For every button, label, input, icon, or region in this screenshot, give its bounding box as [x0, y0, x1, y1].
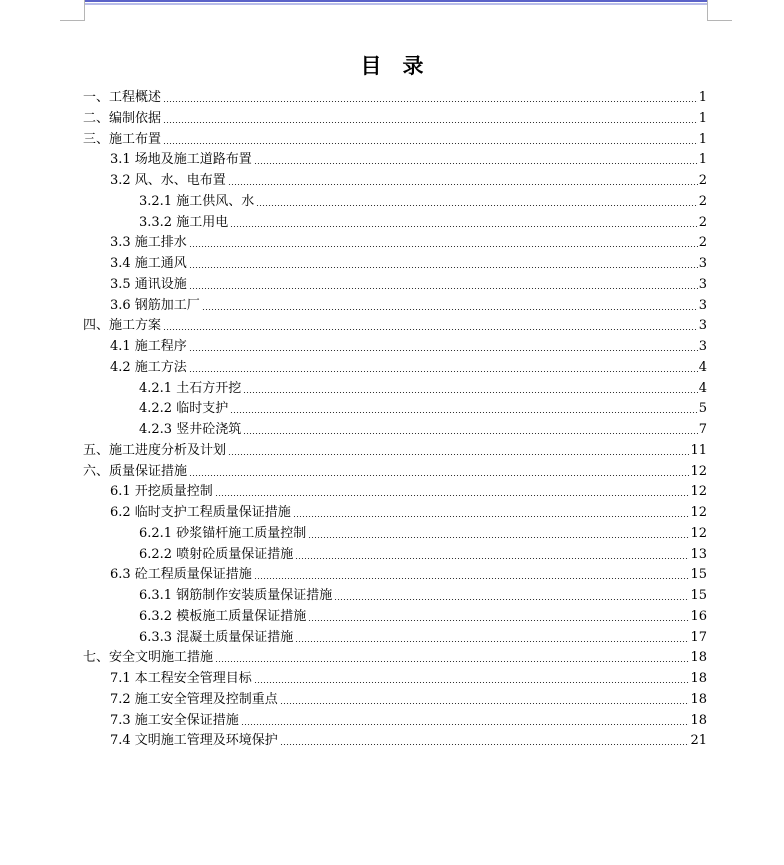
toc-entry[interactable]	[83, 86, 707, 106]
margin-corner-marker-right	[707, 0, 732, 21]
toc-leader-dots	[280, 703, 690, 704]
toc-leader-dots	[230, 412, 698, 413]
margin-corner-marker-left	[60, 0, 85, 21]
toc-entry[interactable]	[110, 148, 707, 168]
toc-leader-dots	[228, 184, 698, 185]
toc-entry-label: 五、施工进度分析及计划	[83, 442, 227, 458]
toc-entry[interactable]	[110, 667, 707, 687]
toc-leader-dots	[334, 599, 689, 600]
toc-entry-page-number: 18	[690, 691, 707, 707]
toc-entry-label: 6.3.3 混凝土质量保证措施	[139, 629, 294, 645]
toc-entry[interactable]	[110, 252, 707, 272]
toc-entry-label: 7.4 文明施工管理及环境保护	[110, 733, 278, 749]
toc-entry-page-number: 18	[690, 671, 707, 686]
header-rule-dark	[84, 0, 708, 2]
toc-entry-page-number: 2	[698, 214, 707, 230]
toc-entry-label: 3.1 场地及施工道路布置	[110, 152, 252, 168]
toc-leader-dots	[189, 475, 689, 476]
toc-entry-label: 4.2.2 临时支护	[139, 401, 229, 417]
toc-entry-label: 6.2.1 砂浆锚杆施工质量控制	[139, 525, 307, 541]
toc-entry-label: 二、编制依据	[83, 110, 162, 126]
toc-entry[interactable]	[139, 397, 707, 417]
toc-entry-label: 4.2 施工方法	[110, 359, 187, 375]
toc-entry[interactable]	[139, 584, 707, 604]
toc-entry-page-number: 1	[698, 152, 707, 168]
toc-entry[interactable]	[110, 729, 707, 749]
toc-leader-dots	[189, 267, 698, 268]
toc-entry-label: 4.1 施工程序	[110, 339, 187, 354]
toc-entry-page-number: 18	[690, 650, 707, 666]
toc-entry-label: 6.3.2 模板施工质量保证措施	[139, 608, 307, 624]
toc-entry-page-number: 17	[690, 629, 707, 645]
toc-entry[interactable]	[139, 190, 707, 210]
toc-leader-dots	[295, 641, 689, 642]
toc-leader-dots	[230, 226, 698, 227]
toc-leader-dots	[256, 205, 698, 206]
toc-entry-label: 6.2 临时支护工程质量保证措施	[110, 505, 291, 520]
toc-entry-page-number: 12	[690, 525, 707, 541]
toc-entry-page-number: 12	[690, 505, 707, 520]
toc-entry-label: 3.2.1 施工供风、水	[139, 193, 255, 209]
toc-leader-dots	[163, 329, 698, 330]
toc-entry-label: 7.1 本工程安全管理目标	[110, 671, 252, 686]
toc-entry[interactable]	[139, 522, 707, 542]
toc-entry-label: 3.5 通讯设施	[110, 276, 187, 292]
toc-leader-dots	[243, 392, 698, 393]
toc-entry[interactable]	[83, 128, 707, 148]
toc-entry[interactable]	[110, 294, 707, 314]
toc-entry-label: 3.3 施工排水	[110, 235, 187, 251]
toc-entry-label: 3.2 风、水、电布置	[110, 173, 226, 188]
toc-leader-dots	[293, 516, 690, 517]
toc-entry[interactable]	[83, 460, 707, 480]
toc-leader-dots	[189, 288, 698, 289]
toc-entry[interactable]	[110, 480, 707, 500]
toc-entry-label: 7.2 施工安全管理及控制重点	[110, 691, 278, 707]
toc-entry-page-number: 4	[698, 359, 707, 375]
toc-entry-label: 7.3 施工安全保证措施	[110, 712, 239, 728]
toc-leader-dots	[189, 246, 698, 247]
toc-entry[interactable]	[139, 211, 707, 231]
toc-entry[interactable]	[110, 335, 707, 355]
toc-entry-page-number: 16	[690, 608, 707, 624]
toc-entry-label: 3.6 钢筋加工厂	[110, 297, 200, 313]
toc-entry-page-number: 2	[698, 173, 707, 188]
toc-entry-page-number: 11	[690, 442, 707, 458]
toc-entry[interactable]	[83, 314, 707, 334]
toc-entry-page-number: 3	[698, 339, 707, 354]
toc-leader-dots	[254, 163, 698, 164]
toc-leader-dots	[308, 537, 689, 538]
toc-entry-label: 6.3.1 钢筋制作安装质量保证措施	[139, 588, 333, 603]
toc-entry-page-number: 18	[690, 712, 707, 728]
toc-leader-dots	[163, 122, 698, 123]
toc-entry[interactable]	[139, 418, 707, 438]
toc-entry[interactable]	[139, 543, 707, 563]
toc-leader-dots	[241, 724, 690, 725]
toc-entry[interactable]	[110, 273, 707, 293]
page-header-rule	[84, 0, 708, 5]
toc-entry-label: 七、安全文明施工措施	[83, 650, 214, 666]
toc-entry-page-number: 3	[698, 276, 707, 292]
toc-entry[interactable]	[110, 709, 707, 729]
toc-entry-page-number: 2	[698, 235, 707, 251]
toc-leader-dots	[189, 371, 698, 372]
toc-entry-page-number: 4	[698, 380, 707, 396]
toc-leader-dots	[280, 744, 690, 745]
toc-entry[interactable]	[110, 231, 707, 251]
toc-title	[0, 50, 784, 80]
toc-entry-label: 3.4 施工通风	[110, 256, 187, 271]
toc-entry-page-number: 13	[690, 546, 707, 562]
toc-entry-label: 3.3.2 施工用电	[139, 214, 229, 230]
toc-entry-page-number: 3	[698, 297, 707, 313]
toc-entry[interactable]	[110, 688, 707, 708]
toc-title-text: 目 录	[360, 53, 424, 78]
toc-entry-page-number: 15	[690, 567, 707, 583]
toc-entry-label: 四、施工方案	[83, 318, 162, 334]
toc-entry[interactable]	[83, 439, 707, 459]
toc-leader-dots	[254, 578, 690, 579]
toc-entry[interactable]	[83, 107, 707, 127]
toc-leader-dots	[215, 495, 690, 496]
toc-entry[interactable]	[83, 646, 707, 666]
toc-leader-dots	[202, 309, 698, 310]
toc-leader-dots	[254, 682, 690, 683]
toc-entry-page-number: 2	[698, 193, 707, 209]
toc-entry-label: 4.2.1 土石方开挖	[139, 380, 242, 396]
toc-entry-page-number: 7	[698, 422, 707, 437]
toc-entry[interactable]	[110, 563, 707, 583]
toc-entry-page-number: 5	[698, 401, 707, 417]
toc-entry-page-number: 3	[698, 256, 707, 271]
toc-entry-page-number: 21	[690, 733, 707, 749]
toc-entry[interactable]	[139, 605, 707, 625]
toc-entry-page-number: 12	[690, 463, 707, 479]
header-rule-light	[84, 3, 708, 5]
toc-entry-label: 一、工程概述	[83, 90, 162, 105]
toc-entry-label: 4.2.3 竖井砼浇筑	[139, 422, 242, 437]
toc-leader-dots	[243, 433, 698, 434]
toc-entry[interactable]	[139, 377, 707, 397]
toc-leader-dots	[228, 454, 689, 455]
toc-entry-page-number: 1	[698, 90, 707, 105]
toc-entry[interactable]	[110, 169, 707, 189]
toc-entry-page-number: 12	[690, 484, 707, 500]
toc-entry-label: 6.1 开挖质量控制	[110, 484, 213, 500]
toc-leader-dots	[189, 350, 698, 351]
toc-entry-page-number: 15	[690, 588, 707, 603]
toc-entry-label: 6.3 砼工程质量保证措施	[110, 567, 252, 583]
toc-entry-page-number: 1	[698, 110, 707, 126]
toc-entry-page-number: 3	[698, 318, 707, 334]
toc-entry[interactable]	[139, 626, 707, 646]
toc-entry-page-number: 1	[698, 131, 707, 147]
toc-entry-label: 六、质量保证措施	[83, 463, 188, 479]
toc-leader-dots	[215, 661, 689, 662]
toc-leader-dots	[308, 620, 689, 621]
toc-leader-dots	[163, 143, 698, 144]
toc-entry-label: 6.2.2 喷射砼质量保证措施	[139, 546, 294, 562]
toc-entry-label: 三、施工布置	[83, 131, 162, 147]
toc-entry[interactable]	[110, 356, 707, 376]
toc-entry[interactable]	[110, 501, 707, 521]
toc-leader-dots	[163, 101, 698, 102]
toc-leader-dots	[295, 558, 689, 559]
